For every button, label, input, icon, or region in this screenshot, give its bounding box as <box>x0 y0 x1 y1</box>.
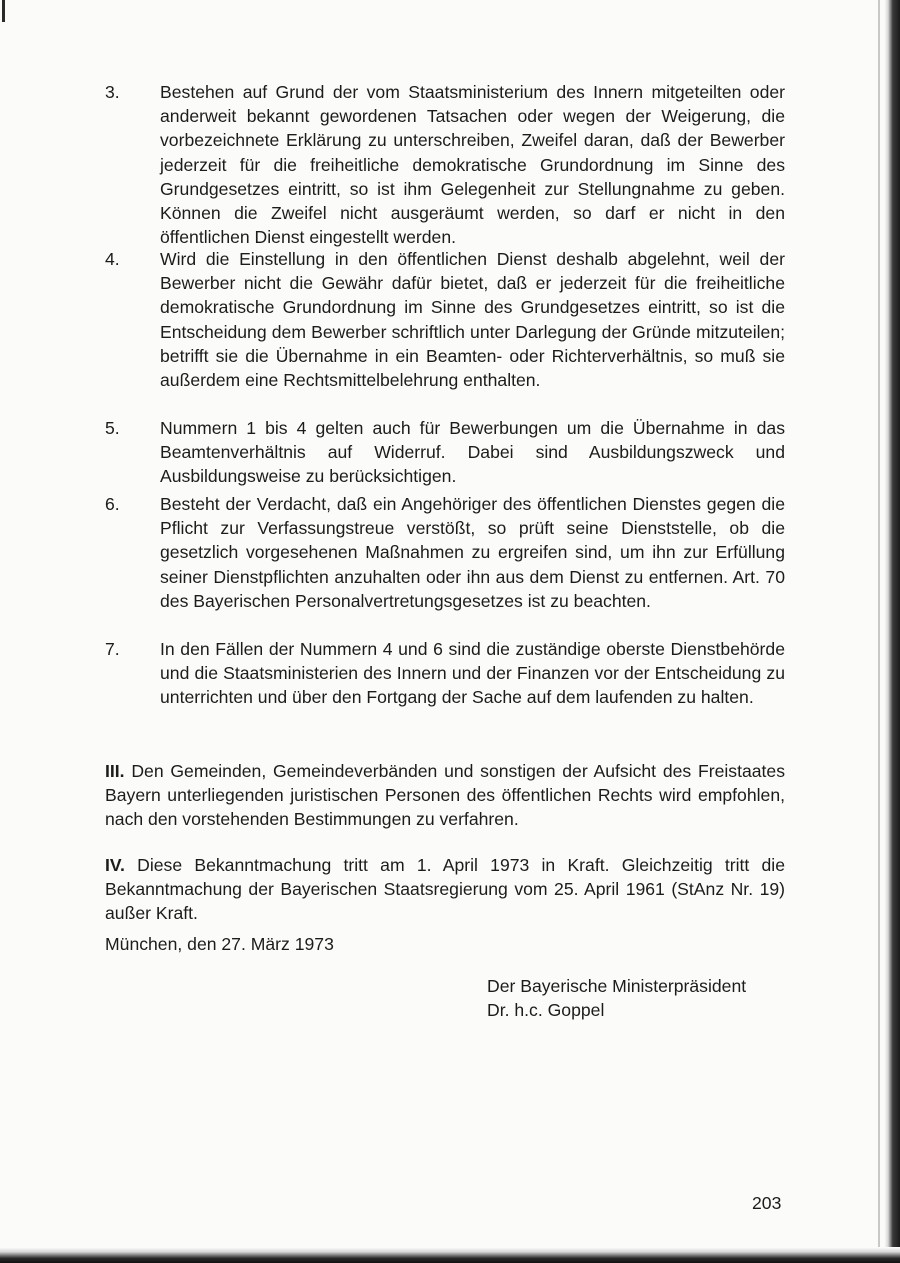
item-text: Besteht der Verdacht, daß ein Angehöriger des öffentlichen Dienstes gegen die Pflicht zur Verfassungstreue verstößt, so prüft seine Dienststelle, ob die gesetzlich vorgesehenen Maßnahmen zu ergreifen sind, um ihn zur Erfüllung seiner Dienstpflichten anzuhalten oder ihn aus dem Dienst zu entfernen. Art. 70 des Bayerischen Personalvertretungsgesetzes ist zu beachten. <box>160 494 785 611</box>
section-label: III. <box>105 761 125 781</box>
signature-block <box>487 974 746 1022</box>
item-text: In den Fällen der Nummern 4 und 6 sind die zuständige oberste Dienstbehörde und die Staatsministerien des Innern und der Finanzen vor der Entscheidung zu unterrichten und über den Fortgang der Sache auf dem laufenden zu halten. <box>160 639 785 708</box>
signature-title: Der Bayerische Ministerpräsident <box>487 976 747 996</box>
item-number: 3. <box>105 82 120 102</box>
list-item-4 <box>105 247 785 392</box>
scan-edge-right-line <box>878 0 880 1263</box>
section-text: Den Gemeinden, Gemeindeverbänden und sonstigen der Aufsicht des Freistaates Bayern unterliegenden juristischen Personen des öffentlichen Rechts wird empfohlen, nach den vorstehenden Bestimmungen zu verfahren. <box>105 761 785 830</box>
list-item-7 <box>105 637 785 710</box>
list-item-5 <box>105 416 785 489</box>
item-number: 4. <box>105 249 120 269</box>
section-iv <box>105 853 785 926</box>
scan-edge-bottom <box>0 1247 900 1263</box>
item-number: 5. <box>105 418 120 438</box>
list-item-6 <box>105 492 785 613</box>
section-label: IV. <box>105 855 125 875</box>
signature-name: Dr. h.c. Goppel <box>487 1000 605 1021</box>
item-number: 7. <box>105 639 120 659</box>
item-text: Nummern 1 bis 4 gelten auch für Bewerbungen um die Übernahme in das Beamtenverhältnis auf Widerruf. Dabei sind Ausbildungszweck und Ausbildungsweise zu berücksichtigen. <box>160 418 785 487</box>
scan-edge-left <box>2 0 5 22</box>
list-item-3 <box>105 80 785 249</box>
scan-edge-right <box>884 0 900 1263</box>
page-number: 203 <box>752 1193 782 1213</box>
section-iii <box>105 759 785 832</box>
item-text: Wird die Einstellung in den öffentlichen Dienst deshalb abgelehnt, weil der Bewerber nicht die Gewähr dafür bietet, daß er jederzeit für die freiheitliche demokratische Grundordnung im Sinne des Grundgesetzes eintritt, so ist die Entscheidung dem Bewerber schriftlich unter Darlegung der Gründe mitzuteilen; betrifft sie die Übernahme in ein Beamten- oder Richterverhältnis, so muß sie außerdem eine Rechtsmittelbelehrung enthalten. <box>160 249 785 391</box>
section-text: Diese Bekanntmachung tritt am 1. April 1973 in Kraft. Gleichzeitig tritt die Bekanntmachung der Bayerischen Staatsregierung vom 25. April 1961 (StAnz Nr. 19) außer Kraft. <box>105 855 786 924</box>
item-number: 6. <box>105 494 120 514</box>
place-date: München, den 27. März 1973 <box>105 934 334 954</box>
item-text: Bestehen auf Grund der vom Staatsministerium des Innern mitgeteilten oder anderweit bekannt gewordenen Tatsachen oder wegen der Weigerung, die vorbezeichnete Erklärung zu unterschreiben, Zweifel daran, daß der Bewerber jederzeit für die freiheitliche demokratische Grundordnung im Sinne des Grundgesetzes eintritt, so ist ihm Gelegenheit zur Stellungnahme zu geben. Können die Zweifel nicht ausgeräumt werden, so darf er nicht in den öffentlichen Dienst eingestellt werden. <box>160 82 785 248</box>
